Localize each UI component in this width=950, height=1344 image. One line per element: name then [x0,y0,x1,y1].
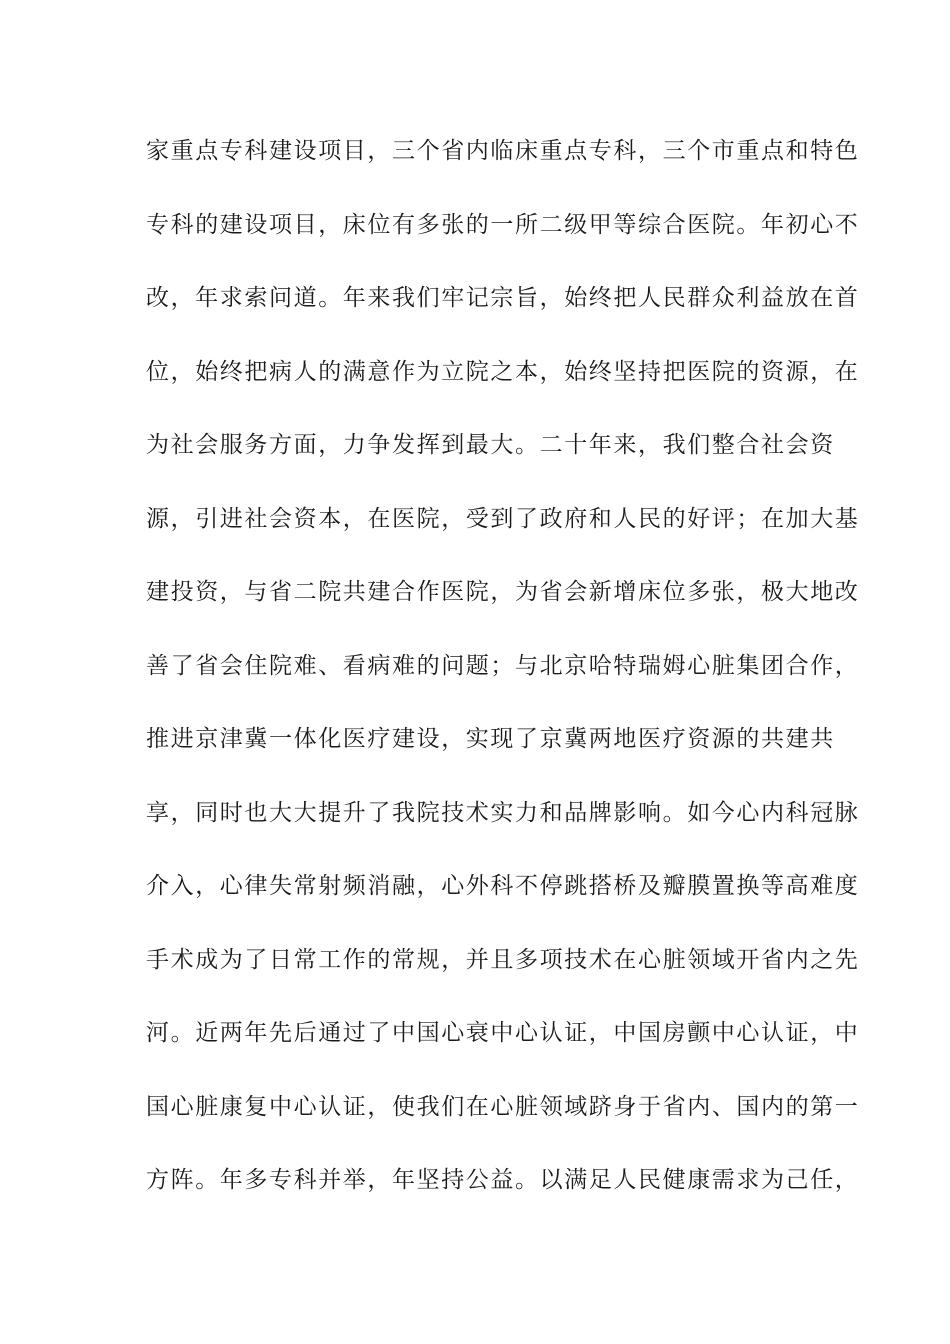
text-line: 善了省会住院难、看病难的问题；与北京哈特瑞姆心脏集团合作， [146,652,860,679]
text-line: 方阵。年多专科并举，年坚持公益。以满足人民健康需求为己任， [146,1167,860,1193]
text-line: 手术成为了日常工作的常规，并且多项技术在心脏领域开省内之先 [146,946,860,973]
text-line: 介入，心律失常射频消融，心外科不停跳搭桥及瓣膜置换等高难度 [146,873,860,899]
text-line: 源，引进社会资本，在医院，受到了政府和人民的好评；在加大基 [146,505,860,532]
text-line: 河。近两年先后通过了中国心衰中心认证，中国房颤中心认证，中 [146,1020,860,1046]
text-line: 改，年求索问道。年来我们牢记宗旨，始终把人民群众利益放在首 [146,285,860,311]
text-line: 建投资，与省二院共建合作医院，为省会新增床位多张，极大地改 [146,579,860,605]
text-line: 推进京津冀一体化医疗建设，实现了京冀两地医疗资源的共建共 [146,726,835,752]
text-line: 家重点专科建设项目，三个省内临床重点专科，三个市重点和特色 [146,138,860,164]
text-line: 国心脏康复中心认证，使我们在心脏领域跻身于省内、国内的第一 [146,1093,860,1120]
text-line: 为社会服务方面，力争发挥到最大。二十年来，我们整合社会资 [146,432,835,458]
text-line: 专科的建设项目，床位有多张的一所二级甲等综合医院。年初心不 [146,211,860,238]
text-line: 位，始终把病人的满意作为立院之本，始终坚持把医院的资源，在 [146,358,860,385]
text-line: 享，同时也大大提升了我院技术实力和品牌影响。如今心内科冠脉 [146,799,860,826]
body-text [146,127,860,1230]
